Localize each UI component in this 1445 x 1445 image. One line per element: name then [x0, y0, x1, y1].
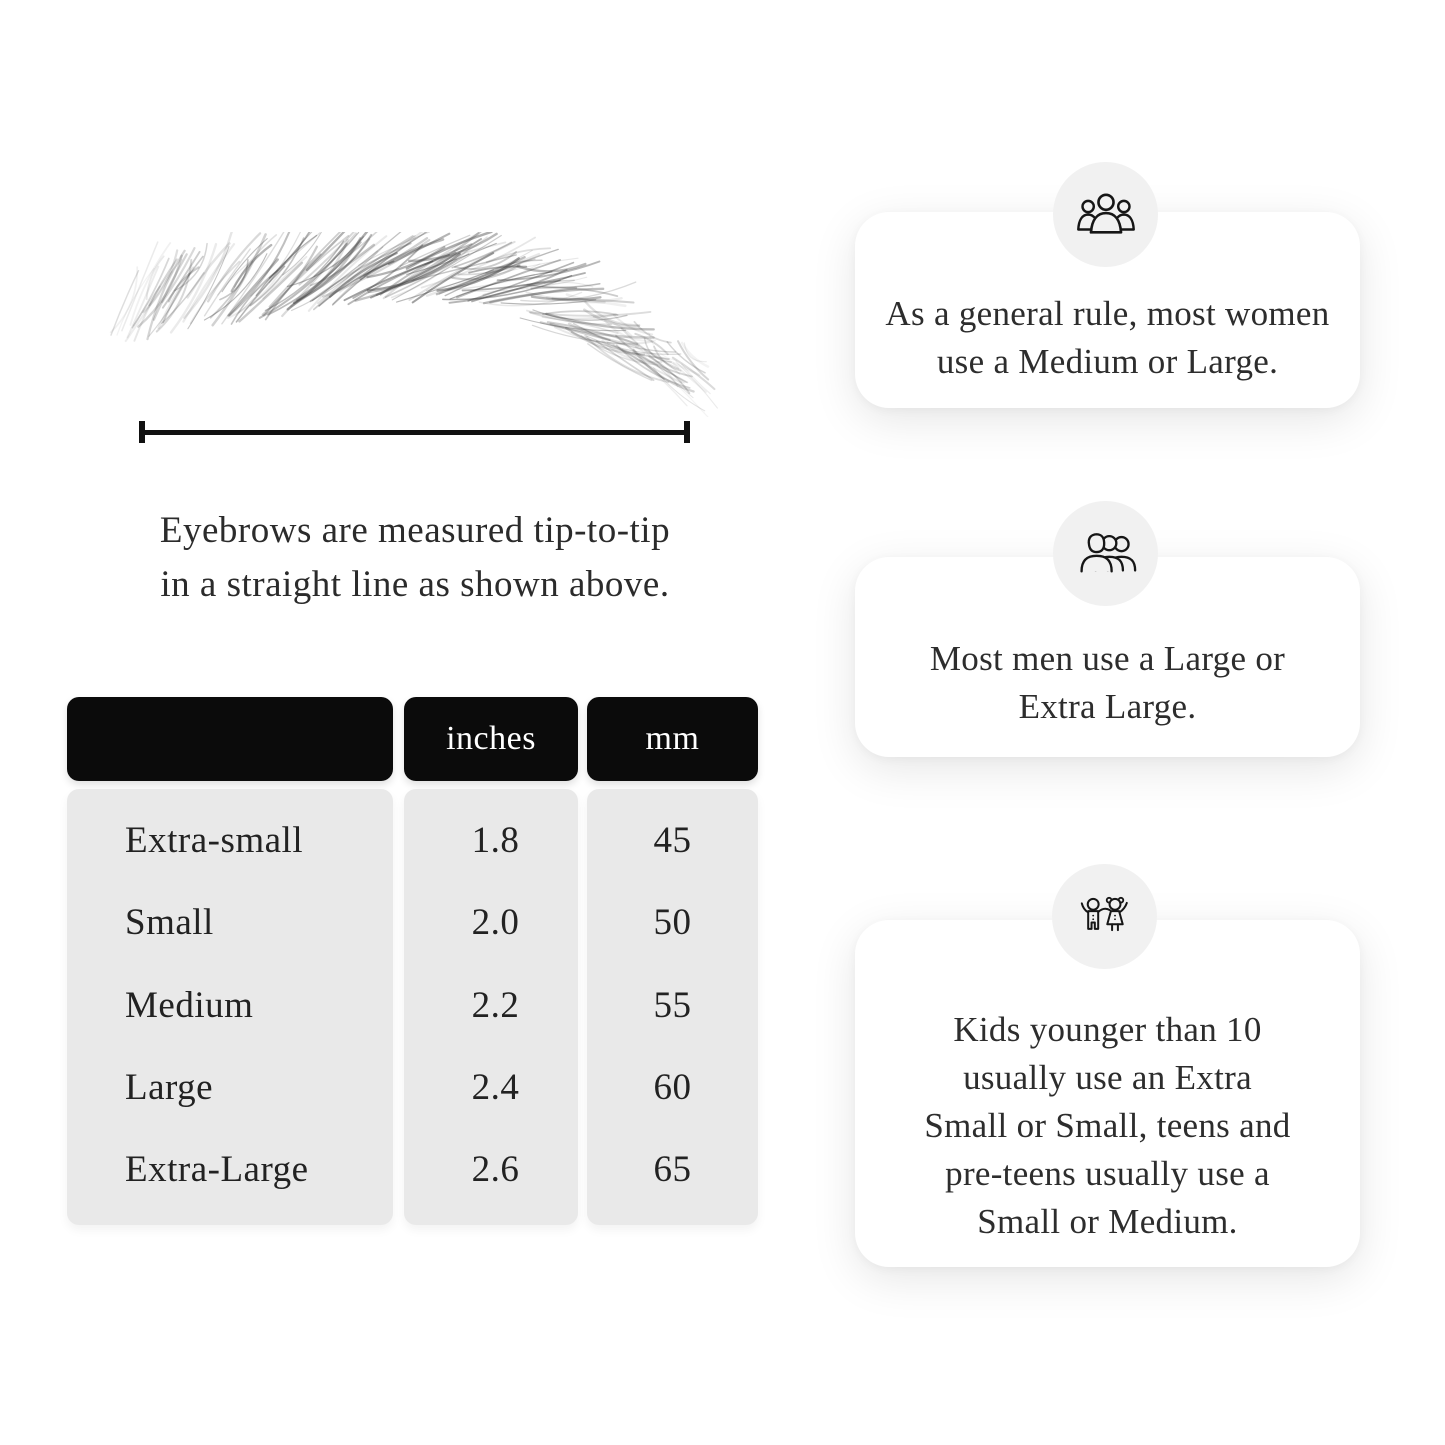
info-card-women-text	[855, 290, 1360, 386]
inches-value: 2.0	[471, 902, 520, 944]
size-label: Medium	[125, 984, 254, 1026]
size-label: Extra-Large	[125, 1149, 309, 1191]
kids-icon	[1075, 891, 1135, 943]
kids-badge	[1052, 864, 1157, 969]
measurement-line-bar	[142, 430, 687, 435]
table-header-inches-label: inches	[446, 720, 536, 757]
table-row	[67, 964, 758, 1046]
table-row	[67, 799, 758, 881]
card-text-line: As a general rule, most women	[885, 294, 1330, 333]
card-text-line: pre-teens usually use a	[945, 1154, 1270, 1193]
eyebrow-illustration	[105, 232, 760, 417]
card-text-line: usually use an Extra	[963, 1058, 1252, 1097]
table-row	[67, 1129, 758, 1211]
inches-value: 2.4	[471, 1066, 520, 1108]
mm-value: 55	[653, 984, 692, 1026]
table-header-mm-label: mm	[645, 720, 700, 757]
women-group-icon	[1075, 191, 1137, 238]
size-label: Large	[125, 1066, 214, 1108]
women-badge	[1053, 162, 1158, 267]
info-card-kids-text	[855, 1006, 1360, 1246]
table-row	[67, 1046, 758, 1128]
mm-value: 45	[653, 819, 692, 861]
caption-line: in a straight line as shown above.	[160, 564, 670, 605]
measurement-caption	[70, 504, 760, 612]
measurement-line-right-cap	[684, 421, 690, 443]
men-group-icon	[1075, 530, 1137, 577]
table-header-inches	[404, 697, 578, 781]
card-text-line: Small or Medium.	[977, 1202, 1238, 1241]
caption-line: Eyebrows are measured tip-to-tip	[159, 510, 671, 551]
table-header-size-column	[67, 697, 393, 781]
card-text-line: Extra Large.	[1018, 687, 1197, 726]
table-row	[67, 881, 758, 963]
mm-value: 60	[653, 1066, 692, 1108]
size-label: Extra-small	[125, 819, 304, 861]
card-text-line: use a Medium or Large.	[936, 342, 1279, 381]
table-header-mm	[587, 697, 758, 781]
size-table-rows	[67, 789, 758, 1225]
inches-value: 1.8	[471, 819, 520, 861]
inches-value: 2.6	[471, 1149, 520, 1191]
card-text-line: Kids younger than 10	[953, 1010, 1262, 1049]
info-card-men-text	[855, 635, 1360, 731]
mm-value: 65	[653, 1149, 692, 1191]
men-badge	[1053, 501, 1158, 606]
inches-value: 2.2	[471, 984, 520, 1026]
info-card-kids	[855, 920, 1360, 1267]
mm-value: 50	[653, 902, 692, 944]
card-text-line: Small or Small, teens and	[924, 1106, 1291, 1145]
size-label: Small	[125, 902, 214, 944]
card-text-line: Most men use a Large or	[929, 639, 1286, 678]
